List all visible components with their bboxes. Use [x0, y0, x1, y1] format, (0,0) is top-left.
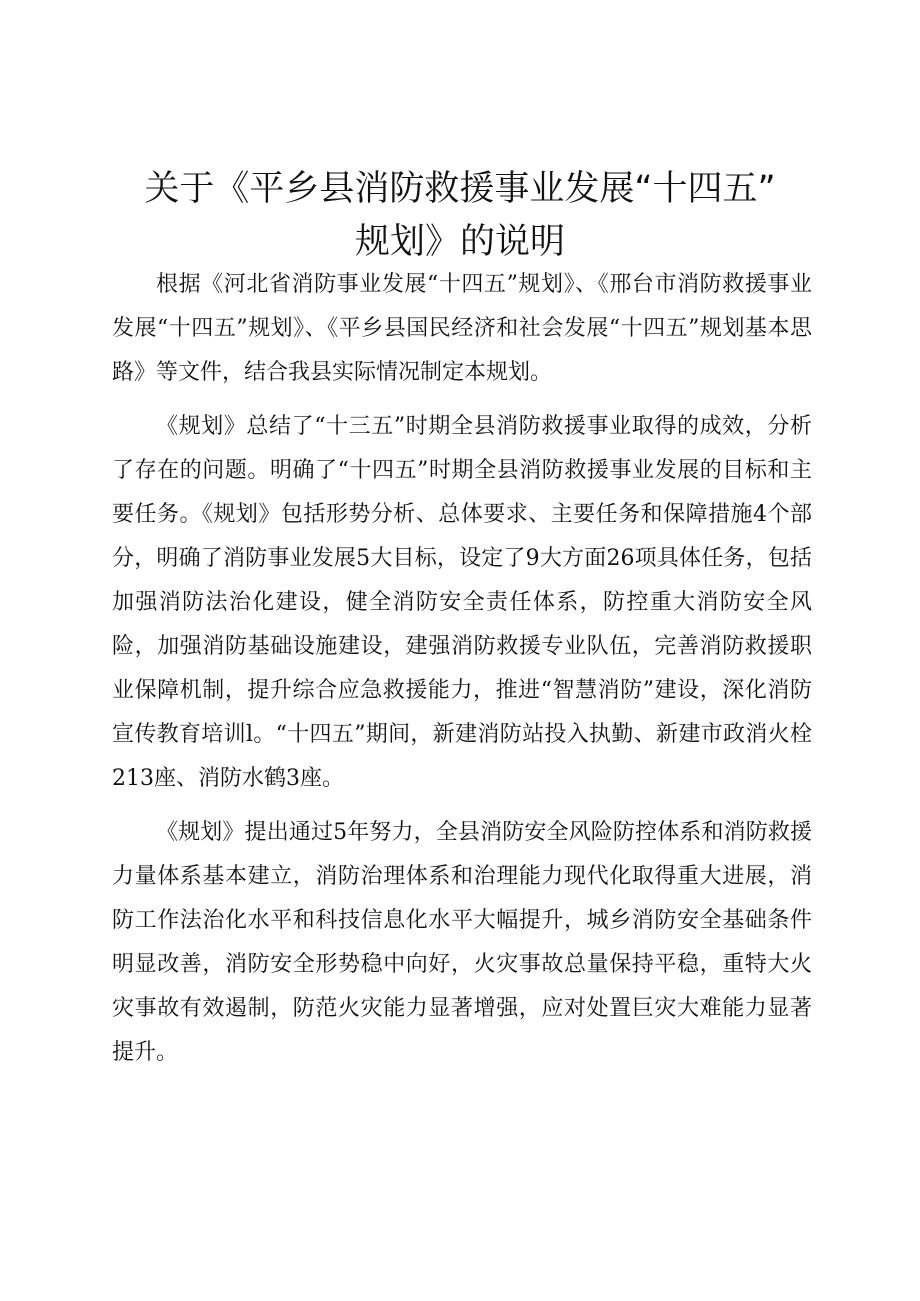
paragraph-summary: 《规划》总结了“十三五”时期全县消防救援事业取得的成效，分析了存在的问题。明确了“十四五”时期全县消防救援事业发展的目标和主要任务。《规划》包括形势分析、总体要求、主要任务和保障措施4个部分，明确了消防事业发展5大目标，设定了9大方面26项具体任务，包括加强消防法治化建设，健全消防安全责任体系，防控重大消防安全风险，加强消防基础设施建设，建强消防救援专业队伍，完善消防救援职业保障机制，提升综合应急救援能力，推进“智慧消防”建设，深化消防宣传教育培训l。“十四五”期间，新建消防站投入执勤、新建市政消火栓213座、消防水鹤3座。: [112, 414, 812, 791]
document-title: [110, 163, 810, 269]
paragraph-goals: 《规划》提出通过5年努力，全县消防安全风险防控体系和消防救援力量体系基本建立，消防治理体系和治理能力现代化取得重大进展，消防工作法治化水平和科技信息化水平大幅提升，城乡消防安全基础条件明显改善，消防安全形势稳中向好，火灾事故总量保持平稳，重特大火灾事故有效遏制，防范火灾能力显著增强，应对处置巨灾大难能力显著提升。: [112, 820, 812, 1065]
title-line-2: 规划》的说明: [354, 222, 565, 262]
document-body: [112, 263, 812, 1085]
paragraph-basis: 根据《河北省消防事业发展“十四五”规划》、《邢台市消防救援事业发展“十四五”规划》、《平乡县国民经济和社会发展“十四五”规划基本思路》等文件，结合我县实际情况制定本规划。: [112, 272, 812, 385]
title-line-1: 关于《平乡县消防救援事业发展“十四五”: [144, 169, 776, 209]
